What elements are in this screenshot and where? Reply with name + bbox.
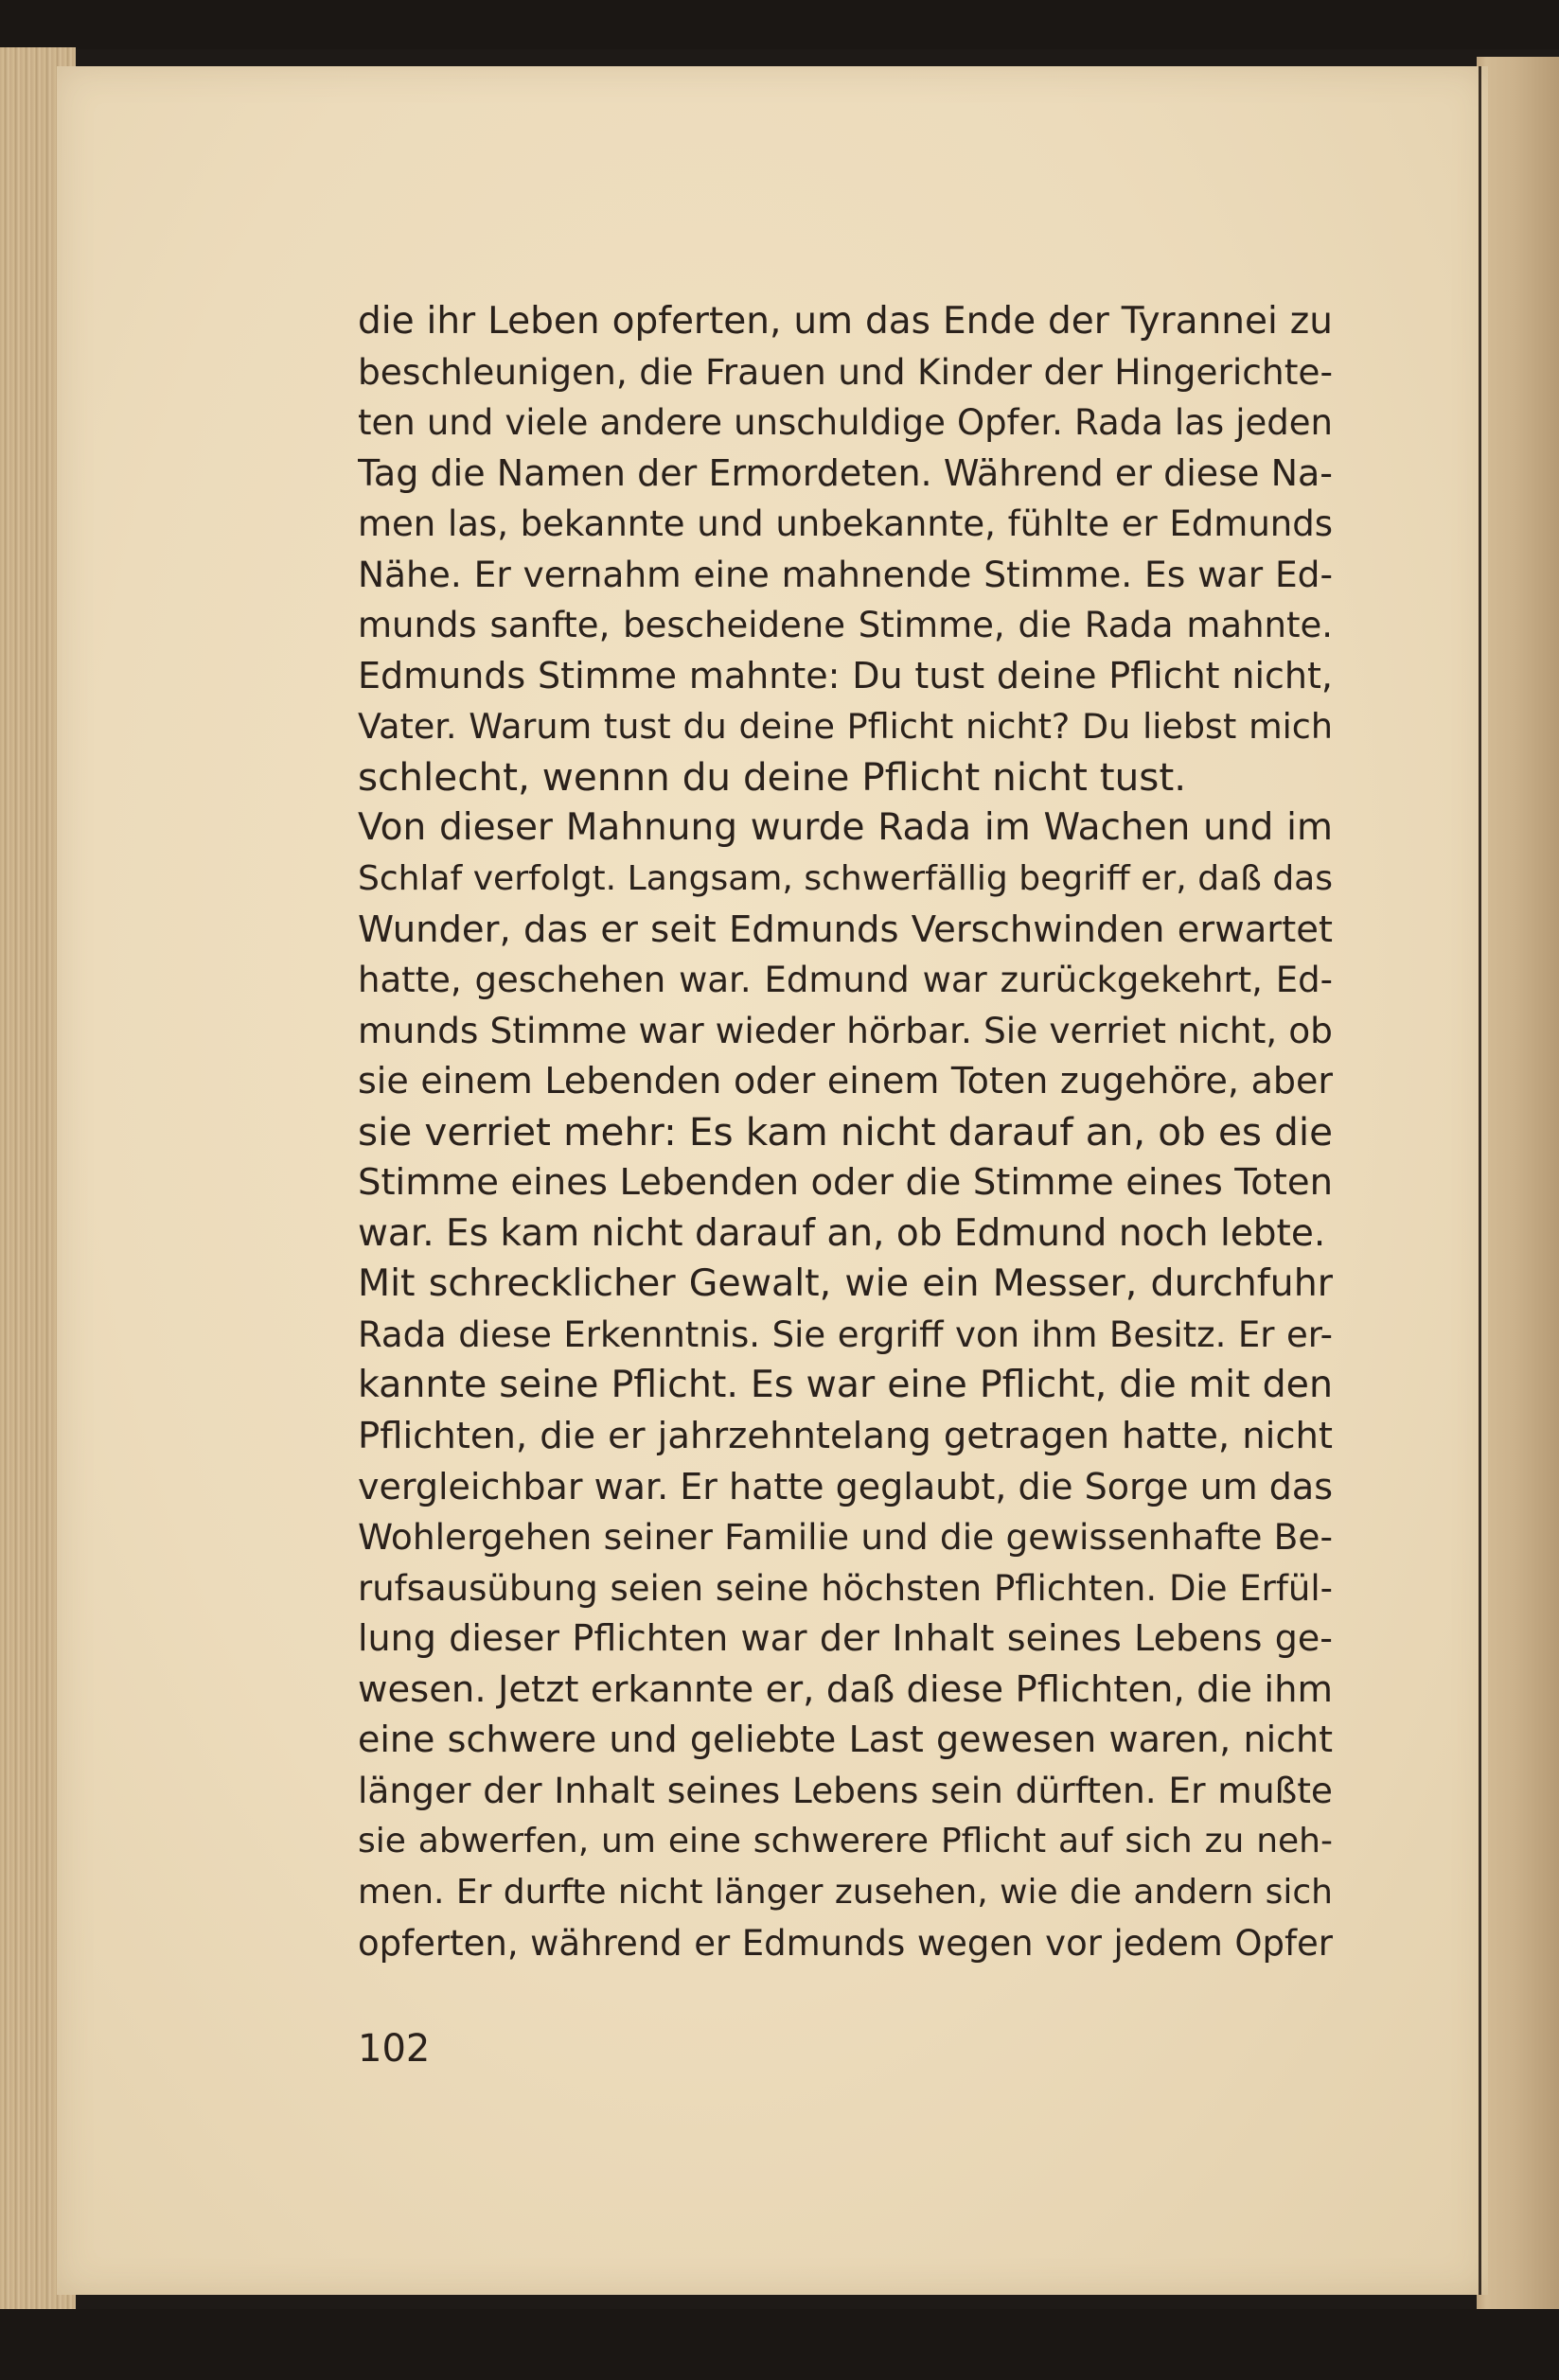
- text-line: men las, bekannte und unbekannte, fühlte er Edmunds: [358, 503, 1333, 545]
- text-line: eine schwere und geliebte Last gewesen waren, nicht: [358, 1719, 1333, 1761]
- text-line: schlecht, wennn du deine Pflicht nicht tust.: [358, 753, 1187, 800]
- scanner-top-margin: [0, 0, 1559, 49]
- text-line: Rada diese Erkenntnis. Sie ergriff von ihm Besitz. Er er-: [358, 1313, 1333, 1355]
- text-line: munds Stimme war wieder hörbar. Sie verriet nicht, ob: [358, 1009, 1333, 1051]
- text-line: Wunder, das er seit Edmunds Verschwinden erwartet: [358, 908, 1333, 951]
- text-line: men. Er durfte nicht länger zusehen, wie die andern sich: [358, 1872, 1333, 1912]
- text-line: Pflichten, die er jahrzehntelang getragen hatte, nicht: [358, 1415, 1333, 1458]
- text-line: die ihr Leben opferten, um das Ende der Tyrannei zu: [358, 300, 1333, 343]
- text-line: Von dieser Mahnung wurde Rada im Wachen und im: [358, 806, 1333, 850]
- text-line: opferten, während er Edmunds wegen vor jedem Opfer: [358, 1922, 1333, 1964]
- text-line: länger der Inhalt seines Lebens sein dürften. Er mußte: [358, 1769, 1333, 1811]
- text-line: hatte, geschehen war. Edmund war zurückgekehrt, Ed-: [358, 960, 1333, 1001]
- text-line: wesen. Jetzt erkannte er, daß diese Pflichten, die ihm: [358, 1667, 1333, 1711]
- book-cover-edge: [1477, 57, 1559, 2318]
- text-line: Wohlergehen seiner Familie und die gewissenhafte Be-: [358, 1516, 1333, 1559]
- text-line: war. Es kam nicht darauf an, ob Edmund noch lebte.: [358, 1211, 1326, 1255]
- text-line: Stimme eines Lebenden oder die Stimme eines Toten: [358, 1161, 1333, 1205]
- text-line: Tag die Namen der Ermordeten. Während er diese Na-: [358, 451, 1333, 494]
- text-line: ten und viele andere unschuldige Opfer. Rada las jeden: [358, 402, 1333, 444]
- text-line: Vater. Warum tust du deine Pflicht nicht? Du liebst mich: [358, 706, 1333, 748]
- text-line: rufsausübung seien seine höchsten Pflichten. Die Erfül-: [358, 1567, 1333, 1609]
- text-line: kannte seine Pflicht. Es war eine Pflicht, die mit den: [358, 1363, 1333, 1407]
- text-line: sie abwerfen, um eine schwerere Pflicht auf sich zu neh-: [358, 1822, 1333, 1861]
- text-line: sie verriet mehr: Es kam nicht darauf an, ob es die: [358, 1108, 1333, 1155]
- text-line: lung dieser Pflichten war der Inhalt seines Lebens ge-: [358, 1617, 1333, 1660]
- text-line: sie einem Lebenden oder einem Toten zugehöre, aber: [358, 1060, 1333, 1102]
- text-line: vergleichbar war. Er hatte geglaubt, die Sorge um das: [358, 1465, 1333, 1507]
- gutter-line: [1479, 66, 1481, 2295]
- text-line: Edmunds Stimme mahnte: Du tust deine Pflicht nicht,: [358, 654, 1333, 696]
- text-line: Mit schrecklicher Gewalt, wie ein Messer, durchfuhr: [358, 1261, 1333, 1306]
- scanner-bottom-margin: [0, 2309, 1559, 2380]
- text-line: Nähe. Er vernahm eine mahnende Stimme. Es war Ed-: [358, 553, 1333, 595]
- text-line: Schlaf verfolgt. Langsam, schwerfällig begriff er, daß das: [358, 859, 1333, 899]
- body-text: [358, 296, 1333, 1968]
- text-line: beschleunigen, die Frauen und Kinder der Hingerichte-: [358, 350, 1333, 393]
- page-number: 102: [358, 2027, 431, 2071]
- text-line: munds sanfte, bescheidene Stimme, die Rada mahnte.: [358, 605, 1333, 646]
